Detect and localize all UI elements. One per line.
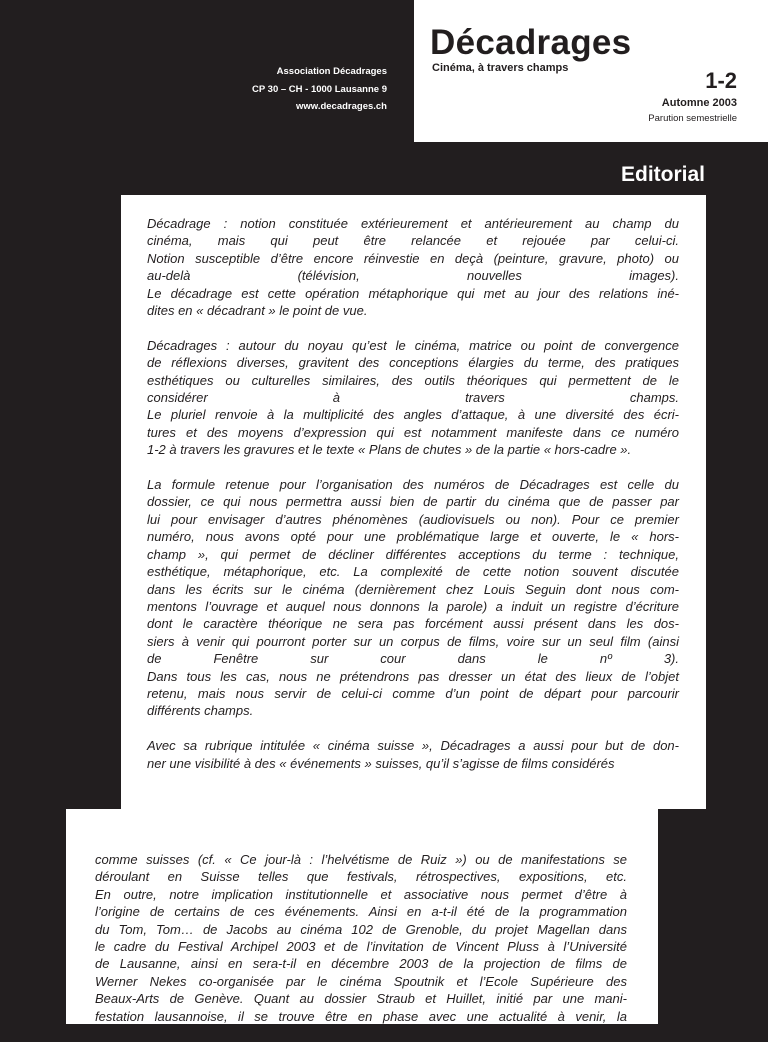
editorial-text-top: [147, 215, 679, 789]
issue-number: 1-2: [705, 68, 737, 93]
text-line: esthétique, métaphorique, etc. La complexité de cette notion souvent discutée: [147, 564, 679, 580]
text-line: dans les écrits sur le cinéma (dernièrement chez Louis Seguin dont nous com-: [147, 581, 679, 597]
journal-title: Décadrages: [430, 23, 632, 62]
text-line: En outre, notre implication institutionnelle et associative nous permet d’être à: [95, 886, 627, 902]
text-line: tures et des moyens d’expression qui est notamment manifeste dans ce numéro: [147, 424, 679, 440]
text-line: festation lausannoise, il se trouve être en phase avec une actualité à venir, la: [95, 1008, 627, 1024]
text-line: comme suisses (cf. « Ce jour-là : l’helvétisme de Ruiz ») ou de manifestations se: [95, 852, 627, 867]
text-line: retenu, mais nous servir de celui-ci comme d’un point de départ pour parcourir: [147, 685, 679, 701]
editorial-text-bottom: [95, 851, 627, 1042]
editorial-panel-top: [121, 195, 706, 809]
text-line: dites en « décadrant » le point de vue.: [147, 303, 368, 319]
text-line: 1-2 à travers les gravures et le texte « Plans de chutes » de la partie « hors-cadre ».: [147, 442, 632, 458]
text-line: siers à venir qui pourront porter sur un corpus de films, voire sur un seul film (ainsi: [147, 633, 679, 649]
text-line: dont le caractère théorique ne sera pas forcément aussi présent dans les dos-: [147, 616, 679, 632]
text-line: différents champs.: [147, 703, 254, 719]
text-line: de réflexions diverses, gravitent des conceptions élargies du terme, des pratiques: [147, 355, 679, 371]
association-website: www.decadrages.ch: [296, 101, 387, 112]
issue-season: Automne 2003: [661, 97, 737, 109]
editorial-paragraph: [147, 215, 679, 319]
text-line: Werner Nekes co-organisée par le cinéma Spoutnik et l’Ecole Supérieure des: [95, 973, 627, 989]
editorial-paragraph: [95, 851, 627, 1025]
text-line: au-delà (télévision, nouvelles images).: [147, 268, 679, 284]
text-line: Avec sa rubrique intitulée « cinéma suisse », Décadrages a aussi pour but de don-: [147, 738, 679, 754]
text-line: de Lausanne, ainsi en sera-t-il en décembre 2003 de la projection de films de: [95, 956, 627, 972]
text-line: considérer à travers champs.: [147, 390, 679, 406]
section-title: Editorial: [620, 163, 705, 186]
association-name: Association Décadrages: [276, 66, 387, 77]
text-line: Beaux-Arts de Genève. Quant au dossier Straub et Huillet, initié par une mani-: [95, 991, 627, 1007]
text-line: l’origine de certains de ces événements. Ainsi en a-t-il été de la programmation: [95, 904, 627, 920]
editorial-paragraph: [147, 337, 679, 459]
text-line: numéro, nous avons opté pour une problématique large et ouverte, le « hors-: [147, 529, 679, 545]
editorial-paragraph: [147, 476, 679, 720]
text-line: La formule retenue pour l’organisation des numéros de Décadrages est celle du: [147, 477, 679, 493]
association-address-block: [252, 63, 387, 116]
issue-periodicity: Parution semestrielle: [648, 113, 737, 124]
masthead: [414, 0, 768, 142]
text-line: champ », qui permet de décliner différentes acceptions du terme : technique,: [147, 546, 679, 562]
text-line: lui pour envisager d’autres phénomènes (audiovisuels ou non). Pour ce premier: [147, 511, 679, 527]
text-line: Le pluriel renvoie à la multiplicité des angles d’attaque, à une diversité des écri-: [147, 407, 679, 423]
text-line: Décadrages : autour du noyau qu’est le cinéma, matrice ou point de convergence: [147, 337, 679, 353]
text-line: Le décadrage est cette opération métaphorique qui met au jour des relations iné-: [147, 285, 679, 301]
text-line: Dans tous les cas, nous ne prétendrons pas dresser un état des lieux de l’objet: [147, 668, 679, 684]
text-line: cinéma, mais qui peut être relancée et rejouée par celui-ci.: [147, 233, 679, 249]
text-line: de Fenêtre sur cour dans le nº 3).: [147, 651, 679, 667]
text-line: mentons l’ouvrage et auquel nous donnons la parole) a induit un registre d’écriture: [147, 598, 679, 614]
text-line: ner une visibilité à des « événements » suisses, qu’il s’agisse de films considérés: [147, 755, 615, 771]
text-line: Décadrage : notion constituée extérieurement et antérieurement au champ du: [147, 216, 679, 231]
text-line: déroulant en Suisse telles que festivals, rétrospectives, expositions, etc.: [95, 869, 627, 885]
text-line: dossier, ce qui nous permettra aussi bien de partir du cinéma que de passer par: [147, 494, 679, 510]
text-line: du Tom, Tom… de Jacobs au cinéma 102 de Grenoble, du projet Magellan dans: [95, 921, 627, 937]
text-line: le cadre du Festival Archipel 2003 et de l’invitation de Vincent Pluss à l’Université: [95, 939, 627, 955]
text-line: Notion susceptible d’être encore réinvestie en deçà (peinture, gravure, photo) ou: [147, 250, 679, 266]
association-address: CP 30 – CH - 1000 Lausanne 9: [252, 83, 387, 95]
editorial-panel-bottom: [66, 809, 658, 1024]
text-line: esthétiques ou culturelles similaires, des outils théoriques qui permettent de le: [147, 372, 679, 388]
editorial-paragraph: [147, 737, 679, 772]
journal-subtitle: Cinéma, à travers champs: [432, 62, 569, 74]
